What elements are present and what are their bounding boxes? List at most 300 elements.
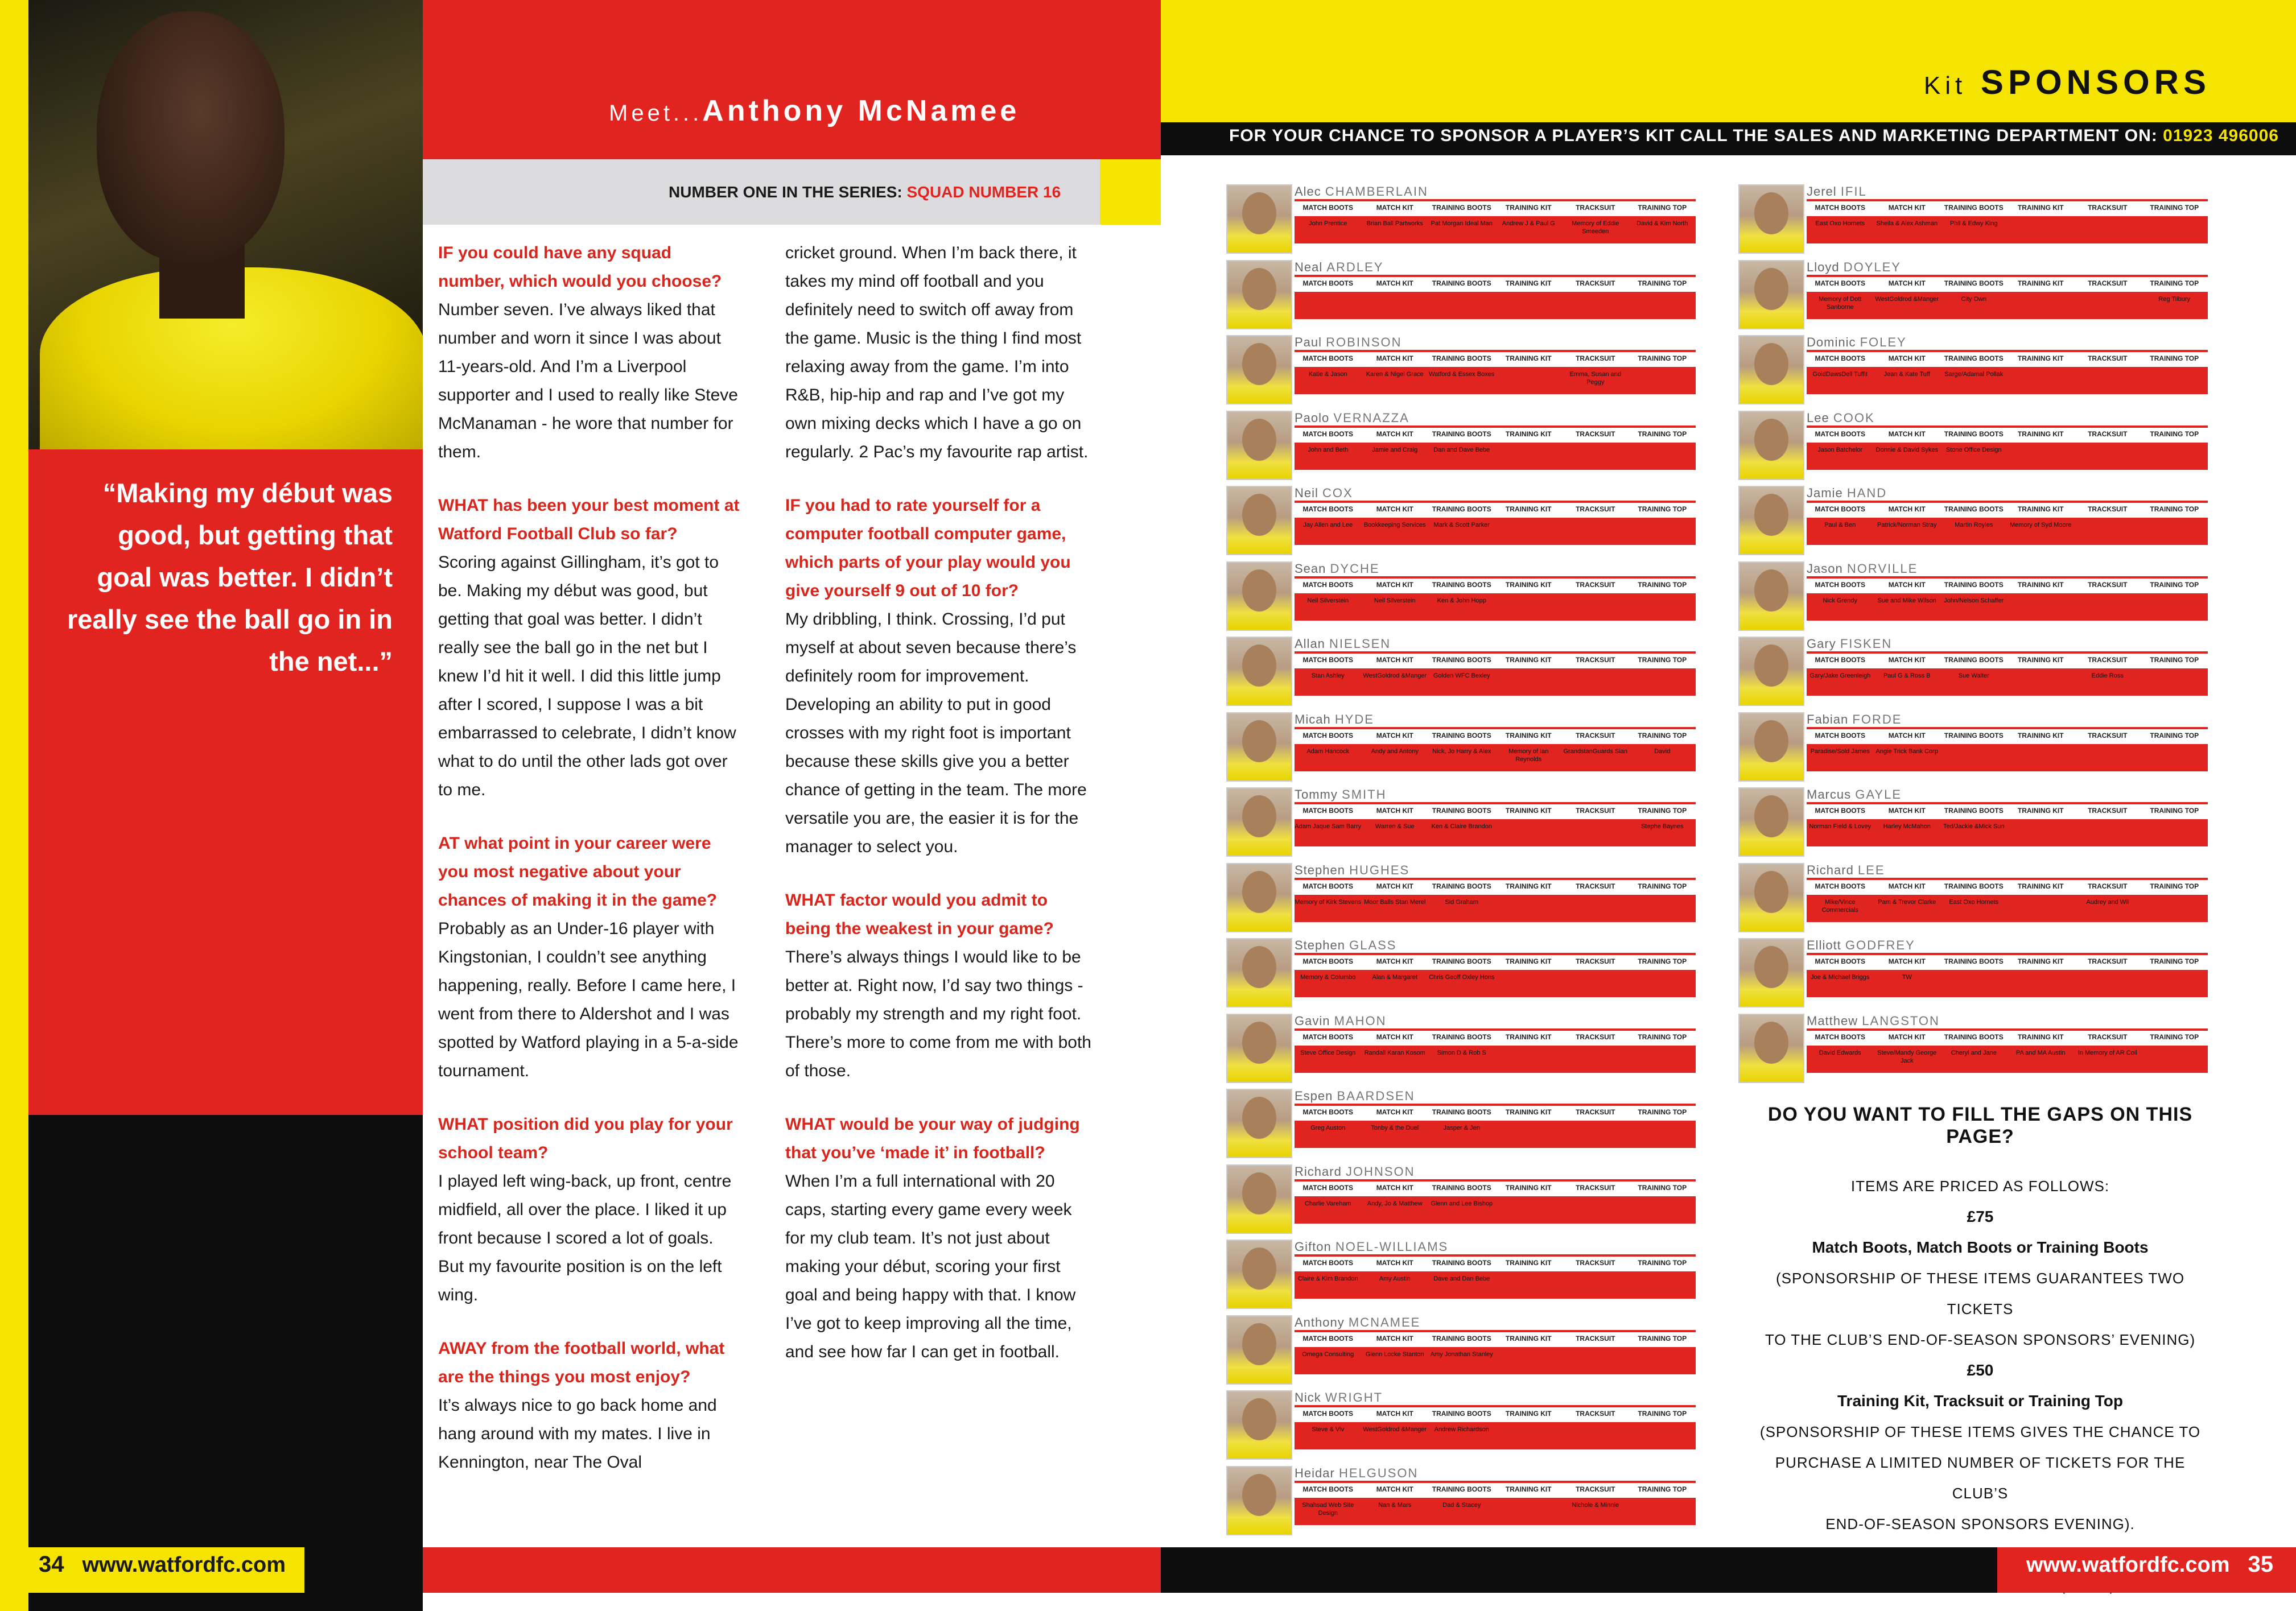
sponsor-name — [1562, 1347, 1629, 1374]
sponsor-name: Andrew J & Paul G — [1502, 220, 1555, 227]
player-face — [1242, 795, 1276, 837]
sponsor-category-label: TRACKSUIT — [2088, 656, 2128, 664]
player-sponsor-row — [1226, 559, 1699, 635]
interview-question: WHAT has been your best moment at Watford Football Club so far? — [438, 496, 740, 543]
sponsor-name: Pat Morgan Ideal Man — [1431, 220, 1493, 227]
player-thumbnail — [1738, 1014, 1804, 1083]
sponsor-name — [2074, 970, 2141, 997]
player-first-name: Matthew — [1807, 1013, 1858, 1028]
player-last-name: GODFREY — [1845, 938, 1915, 952]
player-divider — [1295, 802, 1696, 804]
sponsor-name — [1495, 1347, 1563, 1374]
sponsor-categories — [1295, 1335, 1696, 1342]
sponsor-categories — [1807, 656, 2208, 664]
sponsor-category-label: MATCH BOOTS — [1302, 882, 1353, 890]
player-first-name: Gavin — [1295, 1013, 1330, 1028]
gaps-note-2a: (SPONSORSHIP OF THESE ITEMS GIVES THE CHANCE TO — [1759, 1423, 2201, 1440]
sponsor-name: Alan & Margaret — [1372, 974, 1417, 981]
interview-column-2 — [785, 239, 1093, 1391]
yellow-edge-strip — [0, 0, 28, 1611]
gaps-note-2c: END-OF-SEASON SPONSORS EVENING). — [1825, 1515, 2135, 1532]
player-thumbnail — [1226, 1390, 1292, 1460]
sponsor-category-label: MATCH BOOTS — [1302, 1334, 1353, 1342]
sponsor-category-label: MATCH KIT — [1888, 731, 1926, 740]
interview-question: WHAT would be your way of judging that you’ve ‘made it’ in football? — [785, 1115, 1080, 1162]
sponsor-name: Tonby & the Duel — [1371, 1125, 1419, 1131]
sponsor-name: Katie & Jason — [1308, 371, 1347, 378]
player-last-name: NORVILLE — [1846, 561, 1918, 576]
sponsor-name — [1362, 292, 1429, 319]
sponsor-names-bar — [1295, 744, 1696, 771]
sponsor-category-label: MATCH BOOTS — [1815, 429, 1865, 438]
player-first-name: Marcus — [1807, 787, 1852, 802]
player-sponsor-row — [1738, 333, 2211, 408]
sponsor-name — [1629, 292, 1696, 319]
player-name — [1807, 938, 1915, 953]
sponsor-name: Joe & Michael Briggs — [1811, 974, 1870, 981]
sponsor-name — [1629, 1271, 1696, 1299]
sponsor-name: Nick, Jo Harry & Alex — [1432, 747, 1491, 755]
player-divider — [1807, 426, 2208, 428]
interview-paragraph — [785, 491, 1093, 861]
player-sponsor-row — [1226, 785, 1699, 861]
player-face — [1754, 268, 1788, 310]
player-name — [1295, 712, 1374, 727]
player-name — [1807, 712, 1902, 727]
gaps-items-2: Training Kit, Tracksuit or Training Top — [1837, 1392, 2123, 1410]
sponsor-categories — [1807, 732, 2208, 740]
sponsor-name: Gary/Jake Greenleigh — [1809, 672, 1871, 679]
sponsor-name: Neil Silverstein — [1374, 597, 1416, 604]
player-name — [1295, 184, 1428, 199]
sponsor-name — [2141, 819, 2208, 846]
sponsor-names-bar — [1295, 819, 1696, 846]
player-last-name: LANGSTON — [1862, 1013, 1940, 1028]
sponsor-name: Adam Hancock — [1306, 747, 1350, 755]
sponsor-category-label: TRACKSUIT — [1576, 1334, 1615, 1342]
player-face — [1242, 419, 1276, 461]
sponsor-name: Paradise/Sold James — [1810, 747, 1870, 755]
sponsor-names-bar — [1295, 216, 1696, 243]
sponsor-category-label: TRACKSUIT — [1576, 807, 1615, 815]
player-divider — [1295, 651, 1696, 654]
player-divider — [1295, 576, 1696, 579]
sponsor-name: GrandstanGuards Sian — [1563, 747, 1627, 755]
sponsor-name: Ken & Claire Brandon — [1431, 823, 1492, 830]
player-face — [1242, 1323, 1276, 1365]
sponsor-category-label: TRAINING BOOTS — [1432, 656, 1491, 664]
sponsor-name — [1940, 970, 2008, 997]
player-divider — [1807, 275, 2208, 277]
player-last-name: SMITH — [1342, 787, 1387, 802]
sponsor-name: PA and MA Austin — [2015, 1049, 2066, 1056]
interview-paragraph — [438, 829, 740, 1085]
player-divider — [1295, 727, 1696, 729]
sponsor-category-label: TRACKSUIT — [2088, 279, 2128, 287]
sponsor-category-label: TRAINING BOOTS — [1432, 1183, 1491, 1192]
player-thumbnail — [1226, 637, 1292, 706]
player-thumbnail — [1226, 260, 1292, 329]
sponsor-name: Audrey and Wil — [2086, 898, 2129, 906]
sponsor-names-bar — [1295, 1196, 1696, 1224]
player-name — [1295, 1014, 1387, 1028]
sponsor-category-label: MATCH BOOTS — [1302, 580, 1353, 589]
player-sponsor-row — [1226, 1313, 1699, 1389]
sponsor-name: Nick Grendy — [1823, 597, 1858, 604]
sponsor-name: Dave and Dan Bebe — [1433, 1275, 1490, 1282]
sponsor-category-label: TRAINING BOOTS — [1432, 1032, 1491, 1041]
player-name — [1295, 1240, 1448, 1254]
sponsor-category-label: TRAINING BOOTS — [1944, 882, 2004, 890]
sponsor-name: Omega Consulting — [1302, 1350, 1354, 1358]
gaps-note-2b: PURCHASE A LIMITED NUMBER OF TICKETS FOR THE CLUB’S — [1775, 1454, 2186, 1502]
sponsor-name: David — [1654, 747, 1671, 755]
sponsor-category-label: TRAINING TOP — [1638, 731, 1687, 740]
sponsor-name: Simon D & Rob S — [1437, 1049, 1486, 1056]
sponsor-category-label: TRAINING BOOTS — [1432, 429, 1491, 438]
title-prefix: Meet... — [609, 101, 703, 126]
sponsor-category-label: TRACKSUIT — [2088, 882, 2128, 890]
sponsor-name: Neil Silverstein — [1307, 597, 1349, 604]
footer-right-black — [1161, 1547, 1997, 1593]
player-sponsor-row — [1738, 861, 2211, 936]
sponsor-category-label: TRACKSUIT — [2088, 354, 2128, 362]
sponsor-name: East Oxo Hornets — [1815, 220, 1865, 227]
sponsor-category-label: MATCH BOOTS — [1302, 429, 1353, 438]
sponsor-category-label: TRACKSUIT — [2088, 731, 2128, 740]
sponsor-category-label: TRAINING BOOTS — [1432, 882, 1491, 890]
player-face — [1754, 494, 1788, 536]
footer-url-right[interactable]: www.watfordfc.com — [2026, 1553, 2230, 1577]
sponsor-name: Donnie & David Sykes — [1875, 446, 1938, 453]
player-thumbnail — [1738, 411, 1804, 480]
sponsor-name: Paul & Ben — [1824, 522, 1856, 528]
sponsor-name — [1629, 970, 1696, 997]
sponsor-category-label: TRAINING BOOTS — [1432, 957, 1491, 965]
player-name — [1295, 335, 1402, 350]
sponsor-category-label: MATCH KIT — [1888, 429, 1926, 438]
sponsor-category-label: TRACKSUIT — [2088, 580, 2128, 589]
sponsor-names-bar — [1295, 518, 1696, 545]
sponsor-category-label: TRACKSUIT — [1576, 1108, 1615, 1116]
sponsor-name: GoldDawsDell Tuffit — [1812, 371, 1868, 378]
sponsor-category-label: TRACKSUIT — [1576, 882, 1615, 890]
sponsor-name: Andy and Antony — [1371, 747, 1419, 755]
sponsor-category-label: TRAINING TOP — [1638, 429, 1687, 438]
sponsor-names-bar — [1295, 1271, 1696, 1299]
sponsor-names-bar — [1807, 819, 2208, 846]
title-name: Anthony McNamee — [702, 94, 1020, 127]
player-first-name: Neal — [1295, 259, 1323, 274]
sponsor-name: Amy Austin — [1379, 1275, 1411, 1282]
sponsor-name: Dan and Dave Bebe — [1433, 446, 1490, 453]
sponsor-names-bar — [1295, 292, 1696, 319]
player-face — [1242, 1172, 1276, 1215]
player-first-name: Tommy — [1295, 787, 1338, 802]
sponsor-category-label: TRAINING BOOTS — [1944, 429, 2004, 438]
sponsor-name — [1629, 1046, 1696, 1073]
sponsor-category-label: MATCH BOOTS — [1815, 505, 1865, 513]
sponsor-names-bar — [1295, 970, 1696, 997]
series-band-accent — [1100, 159, 1161, 225]
sponsor-category-label: TRAINING TOP — [1638, 656, 1687, 664]
player-face — [1242, 1474, 1276, 1516]
sponsor-names-bar — [1807, 216, 2208, 243]
sponsor-name — [1562, 1121, 1629, 1148]
footer-url-left[interactable]: www.watfordfc.com — [82, 1553, 286, 1577]
player-sponsor-row — [1738, 785, 2211, 861]
player-last-name: FOLEY — [1860, 335, 1907, 349]
player-sponsor-row — [1226, 258, 1699, 333]
sponsor-name: Sue Walter — [1958, 672, 1989, 679]
player-thumbnail — [1226, 335, 1292, 404]
sponsor-name: Shahsad Web Site Design — [1302, 1501, 1354, 1517]
sponsor-name: Jason Batchelor — [1817, 446, 1863, 453]
sponsor-name — [1562, 518, 1629, 545]
interview-question: AT what point in your career were you most negative about your chances of making it in the game? — [438, 834, 718, 910]
sponsor-name: Sue and Mike Wilson — [1877, 597, 1936, 604]
player-face — [1754, 569, 1788, 612]
player-last-name: NIELSEN — [1329, 637, 1391, 651]
player-name — [1295, 938, 1396, 953]
sponsor-category-label: TRAINING KIT — [2017, 731, 2064, 740]
interview-paragraph — [438, 1110, 740, 1310]
sponsor-names-bar — [1807, 744, 2208, 771]
sponsor-name: Brian Ball Partworks — [1366, 220, 1423, 227]
player-first-name: Richard — [1807, 862, 1854, 877]
sponsor-categories — [1295, 732, 1696, 740]
sponsor-category-label: TRAINING KIT — [1505, 1410, 1552, 1418]
player-sponsor-row — [1226, 333, 1699, 408]
series-value: SQUAD NUMBER 16 — [906, 183, 1061, 201]
player-name — [1295, 1164, 1415, 1179]
sponsor-names-bar — [1295, 367, 1696, 394]
player-first-name: Richard — [1295, 1164, 1342, 1179]
sponsor-categories — [1295, 204, 1696, 212]
sponsor-name — [1562, 819, 1629, 846]
sponsor-category-label: MATCH KIT — [1888, 279, 1926, 287]
player-last-name: VERNAZZA — [1333, 410, 1409, 425]
sponsor-name: Memory of Ian Reynolds — [1508, 747, 1549, 763]
player-divider — [1807, 350, 2208, 352]
sponsor-names-bar — [1807, 367, 2208, 394]
sponsor-name: Steve & Viv — [1312, 1426, 1345, 1433]
sponsor-category-label: MATCH KIT — [1376, 1183, 1413, 1192]
sponsor-name — [1428, 292, 1495, 319]
sponsor-name: In Memory of AR Coil — [2077, 1049, 2137, 1056]
sponsor-category-label: MATCH BOOTS — [1302, 1259, 1353, 1267]
sponsor-category-label: MATCH BOOTS — [1302, 505, 1353, 513]
player-divider — [1807, 651, 2208, 654]
sponsor-name — [1562, 1422, 1629, 1449]
player-name — [1295, 411, 1409, 426]
sponsor-name — [1562, 1046, 1629, 1073]
sponsor-name — [1495, 443, 1563, 470]
player-divider — [1295, 1028, 1696, 1031]
sponsor-names-bar — [1807, 292, 2208, 319]
player-first-name: Elliott — [1807, 938, 1841, 952]
sponsor-name — [2074, 367, 2141, 394]
interview-question: WHAT position did you play for your school team? — [438, 1115, 733, 1162]
player-first-name: Paolo — [1295, 410, 1330, 425]
sponsor-categories — [1295, 505, 1696, 513]
sponsor-name: Greg Auston — [1310, 1125, 1346, 1131]
player-face — [1242, 871, 1276, 913]
player-last-name: WRIGHT — [1325, 1390, 1383, 1405]
sponsor-category-label: TRACKSUIT — [2088, 807, 2128, 815]
sponsor-category-label: MATCH BOOTS — [1302, 1410, 1353, 1418]
sponsor-name — [1629, 1422, 1696, 1449]
sponsor-category-label: TRAINING TOP — [1638, 1410, 1687, 1418]
sponsor-category-label: MATCH BOOTS — [1815, 731, 1865, 740]
player-divider — [1807, 802, 2208, 804]
sponsor-category-label: MATCH BOOTS — [1302, 1032, 1353, 1041]
sponsor-name: Andy, Jo & Matthew — [1367, 1200, 1423, 1207]
gaps-heading: DO YOU WANT TO FILL THE GAPS ON THIS PAGE? — [1767, 1104, 2193, 1147]
interview-column-1 — [438, 239, 740, 1502]
sponsor-category-label: TRAINING KIT — [1505, 1485, 1552, 1493]
player-last-name: HAND — [1846, 486, 1887, 500]
sponsor-category-label: TRAINING TOP — [2150, 807, 2199, 815]
sponsor-category-label: MATCH BOOTS — [1815, 807, 1865, 815]
sponsor-name: Martin Royles — [1955, 522, 1993, 528]
sponsor-category-label: TRACKSUIT — [1576, 1410, 1615, 1418]
player-divider — [1295, 1104, 1696, 1106]
player-face — [1754, 343, 1788, 385]
sponsor-category-label: MATCH BOOTS — [1302, 204, 1353, 212]
sponsor-category-label: TRAINING BOOTS — [1944, 279, 2004, 287]
player-face — [1242, 1022, 1276, 1064]
interview-paragraph — [438, 491, 740, 804]
sponsor-names-bar — [1807, 593, 2208, 621]
player-face — [1754, 645, 1788, 687]
sponsor-name — [1629, 1196, 1696, 1224]
player-name — [1807, 863, 1885, 878]
sponsor-category-label: TRAINING KIT — [1505, 1334, 1552, 1342]
player-first-name: Heidar — [1295, 1465, 1335, 1480]
sponsor-name: City Own — [1961, 295, 1987, 303]
player-thumbnail — [1226, 411, 1292, 480]
sponsor-category-label: TRAINING BOOTS — [1432, 1334, 1491, 1342]
player-first-name: Jason — [1807, 561, 1843, 576]
player-face — [1754, 946, 1788, 988]
sponsor-category-label: TRAINING KIT — [1505, 1108, 1552, 1116]
sponsor-name — [2074, 744, 2141, 771]
player-sponsor-row — [1226, 634, 1699, 710]
sponsor-category-label: TRAINING KIT — [1505, 1259, 1552, 1267]
player-name — [1807, 1014, 1940, 1028]
sponsor-category-label: MATCH KIT — [1376, 1108, 1413, 1116]
kit-sponsors-title — [1924, 63, 2211, 102]
sponsor-names-bar — [1807, 668, 2208, 696]
player-face — [1242, 720, 1276, 762]
sponsor-name: Jean & Kate Tuff — [1883, 371, 1930, 378]
sponsor-category-label: MATCH BOOTS — [1815, 204, 1865, 212]
player-first-name: Lee — [1807, 410, 1829, 425]
sponsor-categories — [1295, 1033, 1696, 1041]
interview-paragraph — [785, 1110, 1093, 1366]
player-first-name: Nick — [1295, 1390, 1321, 1405]
sponsor-categories — [1295, 430, 1696, 438]
sponsor-category-label: MATCH BOOTS — [1302, 1485, 1353, 1493]
gaps-price-1: £75 — [1967, 1208, 1994, 1225]
sponsor-name — [2008, 668, 2075, 696]
sponsor-name — [2141, 970, 2208, 997]
player-first-name: Espen — [1295, 1089, 1333, 1103]
player-last-name: HYDE — [1334, 712, 1374, 726]
interview-answer: I played left wing-back, up front, centre midfield, all over the place. I liked it up front because I scored a lot of goals. But my favourite position is on the left wing. — [438, 1172, 732, 1304]
sponsor-name — [2141, 443, 2208, 470]
player-last-name: IFIL — [1840, 184, 1867, 199]
sponsor-name — [2074, 216, 2141, 243]
header-yellow — [1161, 0, 2296, 122]
sponsor-name — [1629, 1498, 1696, 1525]
sponsor-name — [2074, 819, 2141, 846]
players-column-2 — [1738, 182, 2211, 1087]
sponsor-name — [1495, 367, 1563, 394]
players-column-1 — [1226, 182, 1699, 1539]
player-thumbnail — [1226, 1164, 1292, 1234]
player-first-name: Stephen — [1295, 938, 1345, 952]
sponsor-name — [1495, 895, 1563, 922]
sponsor-category-label: TRAINING KIT — [2017, 580, 2064, 589]
player-last-name: GLASS — [1349, 938, 1397, 952]
player-sponsor-row — [1226, 1162, 1699, 1238]
player-photo — [28, 0, 423, 449]
sponsor-categories — [1295, 656, 1696, 664]
sponsor-categories — [1295, 957, 1696, 965]
sponsor-category-label: TRAINING BOOTS — [1944, 505, 2004, 513]
sponsor-category-label: MATCH KIT — [1888, 1032, 1926, 1041]
player-divider — [1295, 426, 1696, 428]
sponsor-name: Harley McMahon — [1883, 823, 1931, 830]
sponsor-category-label: MATCH KIT — [1888, 656, 1926, 664]
kit-title-main: SPONSORS — [1980, 63, 2211, 101]
sponsor-category-label: MATCH KIT — [1376, 1334, 1413, 1342]
sponsor-name — [1562, 1196, 1629, 1224]
sponsor-name — [1562, 970, 1629, 997]
player-last-name: FORDE — [1852, 712, 1902, 726]
gaps-note-1a: (SPONSORSHIP OF THESE ITEMS GUARANTEES TWO TICKETS — [1775, 1270, 2185, 1317]
player-first-name: Gary — [1807, 637, 1836, 651]
sponsor-name — [1629, 895, 1696, 922]
player-name — [1295, 561, 1380, 576]
sponsor-categories — [1807, 430, 2208, 438]
player-name — [1807, 335, 1907, 350]
sponsor-category-label: MATCH KIT — [1376, 1410, 1413, 1418]
sponsor-name: Nichole & Minnie — [1572, 1501, 1619, 1509]
sponsor-name — [2141, 744, 2208, 771]
sponsor-name — [1629, 668, 1696, 696]
sponsor-name: Mike/Vince Commercials — [1821, 898, 1858, 914]
player-last-name: CHAMBERLAIN — [1325, 184, 1428, 199]
player-face — [1242, 343, 1276, 385]
sponsor-name — [1495, 1498, 1563, 1525]
sponsor-category-label: MATCH BOOTS — [1815, 279, 1865, 287]
sponsor-name: Angie Trick Bank Corp — [1875, 747, 1938, 755]
sponsor-category-label: TRAINING KIT — [2017, 429, 2064, 438]
player-first-name: Sean — [1295, 561, 1326, 576]
sponsor-category-label: MATCH KIT — [1888, 882, 1926, 890]
sponsor-category-label: TRAINING TOP — [1638, 204, 1687, 212]
player-thumbnail — [1226, 1089, 1292, 1158]
sponsor-category-label: TRAINING BOOTS — [1944, 957, 2004, 965]
sponsor-name — [2141, 895, 2208, 922]
sponsor-name — [1629, 1347, 1696, 1374]
right-page — [1161, 0, 2296, 1611]
sponsor-category-label: MATCH BOOTS — [1302, 354, 1353, 362]
player-sponsor-row — [1738, 484, 2211, 559]
